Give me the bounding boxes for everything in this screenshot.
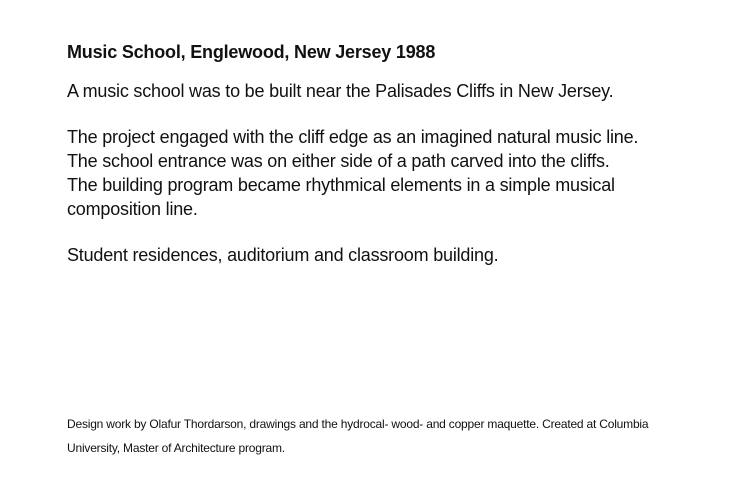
credits-line: University, Master of Architecture program. (67, 441, 285, 455)
description-line: The school entrance was on either side of a path carved into the cliffs. (67, 151, 610, 171)
document-body (67, 40, 707, 267)
description-paragraph (67, 125, 707, 221)
intro-paragraph: A music school was to be built near the Palisades Cliffs in New Jersey. (67, 81, 614, 101)
document-title: Music School, Englewood, New Jersey 1988 (67, 42, 436, 62)
description-line: The building program became rhythmical elements in a simple musical (67, 175, 615, 195)
program-paragraph: Student residences, auditorium and classroom building. (67, 245, 499, 265)
credits-note (67, 412, 707, 460)
description-line: The project engaged with the cliff edge as an imagined natural music line. (67, 127, 639, 147)
description-line: composition line. (67, 199, 198, 219)
credits-line: Design work by Olafur Thordarson, drawings and the hydrocal- wood- and copper maquette. Created at Columbia (67, 417, 649, 431)
